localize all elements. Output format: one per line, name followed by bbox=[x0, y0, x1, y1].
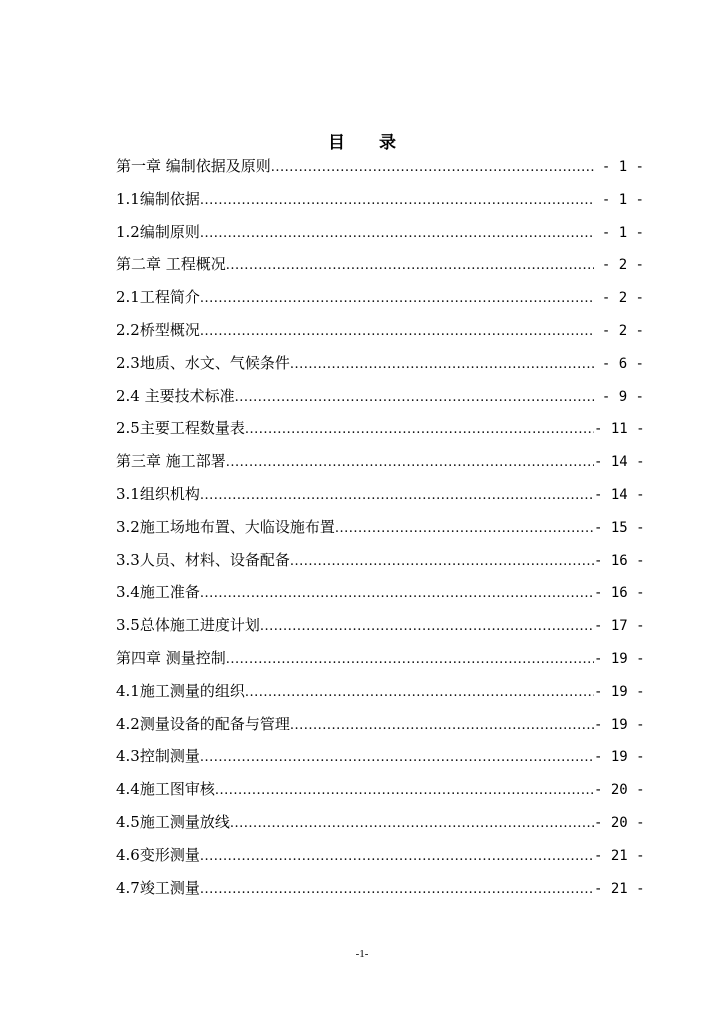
toc-entry[interactable] bbox=[116, 708, 644, 741]
toc-leader-dots bbox=[230, 808, 594, 841]
toc-entry-label: 3.4施工准备 bbox=[116, 583, 200, 602]
toc-entry-label: 4.2测量设备的配备与管理 bbox=[116, 714, 290, 733]
toc-leader-dots bbox=[200, 480, 594, 513]
toc-entry-page: - 14 - bbox=[594, 486, 645, 503]
page-footer-number: -1- bbox=[355, 948, 369, 960]
toc-entry-page: - 17 - bbox=[594, 618, 645, 635]
toc-entry-label: 第四章 测量控制 bbox=[116, 648, 226, 667]
toc-leader-dots bbox=[200, 874, 594, 907]
toc-entry-page: - 20 - bbox=[594, 814, 645, 831]
toc-entry-label: 2.5主要工程数量表 bbox=[116, 419, 245, 438]
toc-entry-label: 2.4 主要技术标准 bbox=[116, 386, 235, 405]
toc-title: 目 录 bbox=[328, 133, 410, 153]
toc-entry[interactable] bbox=[116, 380, 644, 413]
toc-entry-page: - 11 - bbox=[594, 421, 645, 438]
toc-leader-dots bbox=[200, 316, 594, 349]
toc-leader-dots bbox=[290, 546, 594, 579]
toc-leader-dots bbox=[200, 742, 594, 775]
toc-entry-label: 3.3人员、材料、设备配备 bbox=[116, 550, 290, 569]
toc-entry-page: - 1 - bbox=[601, 191, 644, 208]
toc-entry-label: 2.1工程简介 bbox=[116, 288, 200, 307]
toc-entry[interactable] bbox=[116, 150, 644, 183]
toc-leader-dots bbox=[200, 218, 594, 251]
toc-entry[interactable] bbox=[116, 872, 644, 905]
toc-entry-page: - 19 - bbox=[594, 683, 645, 700]
toc-entry-label: 4.1施工测量的组织 bbox=[116, 681, 245, 700]
toc-entry[interactable] bbox=[116, 806, 644, 839]
toc-leader-dots bbox=[200, 578, 594, 611]
toc-entry[interactable] bbox=[116, 478, 644, 511]
toc-entry[interactable] bbox=[116, 675, 644, 708]
toc-entry-label: 第二章 工程概况 bbox=[116, 255, 226, 274]
toc-leader-dots bbox=[260, 611, 594, 644]
toc-entry-page: - 2 - bbox=[601, 290, 644, 307]
toc-entry-label: 4.6变形测量 bbox=[116, 845, 200, 864]
toc-entry-label: 4.3控制测量 bbox=[116, 747, 200, 766]
toc-leader-dots bbox=[226, 447, 594, 480]
toc-entry[interactable] bbox=[116, 248, 644, 281]
toc-entry-page: - 20 - bbox=[594, 782, 645, 799]
toc-entry-label: 1.2编制原则 bbox=[116, 222, 200, 241]
toc-entry-page: - 6 - bbox=[601, 355, 644, 372]
toc-entry-page: - 15 - bbox=[594, 519, 645, 536]
toc-entry-label: 第三章 施工部署 bbox=[116, 452, 226, 471]
toc-leader-dots bbox=[235, 382, 594, 415]
toc-entry[interactable] bbox=[116, 183, 644, 216]
toc-entry[interactable] bbox=[116, 576, 644, 609]
toc-entry-label: 3.5总体施工进度计划 bbox=[116, 616, 260, 635]
toc-leader-dots bbox=[200, 185, 594, 218]
toc-entry-label: 4.7竣工测量 bbox=[116, 878, 200, 897]
toc-entry-page: - 16 - bbox=[594, 552, 645, 569]
toc-leader-dots bbox=[200, 283, 594, 316]
toc-entry[interactable] bbox=[116, 642, 644, 675]
toc-entry[interactable] bbox=[116, 773, 644, 806]
toc-entry-page: - 21 - bbox=[594, 880, 645, 897]
toc-entry-page: - 1 - bbox=[601, 224, 644, 241]
toc-leader-dots bbox=[245, 414, 594, 447]
toc-entry-page: - 19 - bbox=[594, 716, 645, 733]
toc-entry-page: - 2 - bbox=[601, 257, 644, 274]
toc-entry-label: 1.1编制依据 bbox=[116, 189, 200, 208]
toc-entry[interactable] bbox=[116, 544, 644, 577]
toc-entry-page: - 19 - bbox=[594, 650, 645, 667]
toc-leader-dots bbox=[215, 775, 594, 808]
toc-entry-page: - 21 - bbox=[594, 847, 645, 864]
toc-entry[interactable] bbox=[116, 412, 644, 445]
toc-entry-page: - 2 - bbox=[601, 322, 644, 339]
toc-entry-label: 4.4施工图审核 bbox=[116, 780, 215, 799]
toc-entry-label: 第一章 编制依据及原则 bbox=[116, 157, 271, 175]
toc-entry[interactable] bbox=[116, 511, 644, 544]
toc-leader-dots bbox=[271, 152, 594, 185]
toc-entry-label: 2.2桥型概况 bbox=[116, 320, 200, 339]
toc-leader-dots bbox=[226, 250, 594, 283]
toc-entry[interactable] bbox=[116, 740, 644, 773]
toc-leader-dots bbox=[200, 841, 594, 874]
toc-leader-dots bbox=[290, 349, 594, 382]
toc-leader-dots bbox=[335, 513, 594, 546]
toc-entry[interactable] bbox=[116, 281, 644, 314]
toc-entry-page: - 19 - bbox=[594, 749, 645, 766]
toc-entry-label: 3.2施工场地布置、大临设施布置 bbox=[116, 517, 335, 536]
toc-entry[interactable] bbox=[116, 839, 644, 872]
toc-entry[interactable] bbox=[116, 445, 644, 478]
toc-entry-page: - 16 - bbox=[594, 585, 645, 602]
toc-leader-dots bbox=[226, 644, 594, 677]
toc-entry-page: - 1 - bbox=[601, 159, 644, 175]
toc-entry-label: 3.1组织机构 bbox=[116, 484, 200, 503]
table-of-contents bbox=[116, 150, 644, 904]
toc-entry-page: - 14 - bbox=[594, 454, 645, 471]
toc-entry[interactable] bbox=[116, 314, 644, 347]
toc-entry-page: - 9 - bbox=[601, 388, 644, 405]
toc-leader-dots bbox=[245, 677, 594, 710]
toc-entry[interactable] bbox=[116, 216, 644, 249]
toc-entry[interactable] bbox=[116, 347, 644, 380]
toc-entry-label: 4.5施工测量放线 bbox=[116, 812, 230, 831]
toc-entry-label: 2.3地质、水文、气候条件 bbox=[116, 353, 290, 372]
toc-entry[interactable] bbox=[116, 609, 644, 642]
toc-leader-dots bbox=[290, 710, 594, 743]
